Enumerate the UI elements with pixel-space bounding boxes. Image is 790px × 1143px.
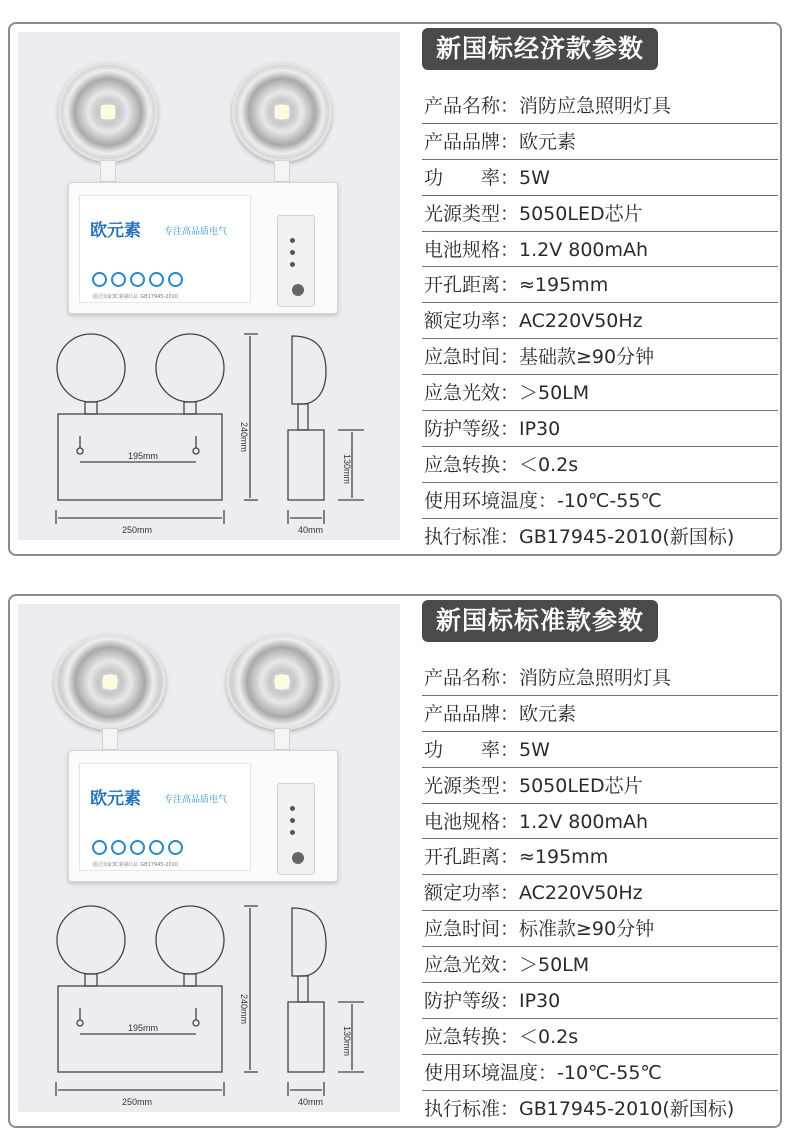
cma-badge-icon (130, 272, 145, 287)
spec-row: 额定功率：AC220V50Hz (422, 303, 778, 339)
dim-body-height-label: 130mm (342, 1026, 352, 1057)
spec-card-economy (8, 22, 782, 556)
dim-body-height-label: 130mm (342, 454, 352, 485)
product-photo (18, 604, 400, 1112)
spec-row: 执行标准：GB17945-2010(新国标) (424, 1097, 735, 1120)
spec-row: 开孔距离：≈195mm (422, 267, 778, 303)
lamp-body (68, 182, 338, 314)
a-badge-icon (149, 272, 164, 287)
dim-depth-label: 40mm (298, 1097, 324, 1107)
spec-row: 产品品牌：欧元素 (422, 124, 778, 160)
dim-width-label: 250mm (122, 525, 153, 535)
spec-row: 产品名称：消防应急照明灯具 (422, 88, 778, 124)
cert-line: 通过国家3C强制认证 GB17945-2010 (92, 294, 179, 300)
product-photo (18, 32, 400, 540)
brand-name: 欧元素 (90, 789, 141, 809)
lamp-neck (274, 728, 290, 750)
indicator-icon (290, 830, 295, 835)
spec-row: 应急时间：基础款≥90分钟 (422, 339, 778, 375)
indicator-icon (290, 806, 295, 811)
lamp-neck (100, 160, 116, 182)
brand-slogan: 专注高品质电气 (164, 227, 228, 237)
spec-row: 电池规格：1.2V 800mAh (422, 804, 778, 840)
a-badge-icon (149, 840, 164, 855)
lamp-neck (102, 728, 118, 750)
test-button-icon (292, 852, 304, 864)
spec-row: 应急光效：＞50LM (422, 947, 778, 983)
spec-row: 产品品牌：欧元素 (422, 696, 778, 732)
indicator-icon (290, 250, 295, 255)
spec-row: 功 率：5W (422, 160, 778, 196)
dim-width-label: 250mm (122, 1097, 153, 1107)
lamp-head-right (226, 634, 338, 730)
cnas-badge-icon (168, 840, 183, 855)
indicator-icon (290, 238, 295, 243)
dim-hole-label: 195mm (128, 1023, 159, 1033)
spec-row: 产品名称：消防应急照明灯具 (422, 660, 778, 696)
label-panel (79, 763, 251, 871)
spec-card-standard (8, 594, 782, 1128)
indicator-icon (290, 818, 295, 823)
lamp-neck (274, 160, 290, 182)
spec-row: 使用环境温度：-10℃-55℃ (422, 1055, 778, 1091)
cert-badges (92, 840, 183, 855)
spec-list (422, 660, 778, 1127)
spec-row: 防护等级：IP30 (422, 983, 778, 1019)
spec-row: 开孔距离：≈195mm (422, 839, 778, 875)
spec-row: 使用环境温度：-10℃-55℃ (422, 483, 778, 519)
ccc-badge-icon (92, 272, 107, 287)
brand-slogan: 专注高品质电气 (164, 795, 228, 805)
dim-height-label: 240mm (239, 994, 249, 1025)
spec-title: 新国标标准款参数 (422, 600, 658, 642)
cma-badge-icon (130, 840, 145, 855)
spec-row: 应急光效：＞50LM (422, 375, 778, 411)
dim-height-label: 240mm (239, 422, 249, 453)
cnas-badge-icon (168, 272, 183, 287)
spec-row: 光源类型：5050LED芯片 (422, 768, 778, 804)
spec-row: 防护等级：IP30 (422, 411, 778, 447)
test-button-icon (292, 284, 304, 296)
spec-row: 功 率：5W (422, 732, 778, 768)
indicator-icon (290, 262, 295, 267)
spec-row: 应急时间：标准款≥90分钟 (422, 911, 778, 947)
spec-row: 应急转换：＜0.2s (422, 1019, 778, 1055)
spec-list (422, 88, 778, 555)
dim-hole-label: 195mm (128, 451, 159, 461)
s-badge-icon (111, 272, 126, 287)
spec-row: 执行标准：GB17945-2010(新国标) (424, 525, 735, 548)
spec-panel (414, 24, 780, 554)
dimension-drawing (18, 902, 400, 1112)
lamp-body (68, 750, 338, 882)
control-panel (277, 783, 315, 875)
spec-row: 电池规格：1.2V 800mAh (422, 232, 778, 268)
label-panel (79, 195, 251, 303)
cert-badges (92, 272, 183, 287)
spec-panel (414, 596, 780, 1126)
spec-row: 额定功率：AC220V50Hz (422, 875, 778, 911)
dimension-drawing (18, 330, 400, 540)
control-panel (277, 215, 315, 307)
s-badge-icon (111, 840, 126, 855)
cert-line: 通过国家3C强制认证 GB17945-2010 (92, 862, 179, 868)
ccc-badge-icon (92, 840, 107, 855)
dim-depth-label: 40mm (298, 525, 324, 535)
spec-row: 应急转换：＜0.2s (422, 447, 778, 483)
spec-row: 光源类型：5050LED芯片 (422, 196, 778, 232)
brand-name: 欧元素 (90, 221, 141, 241)
lamp-head-right (232, 62, 332, 162)
lamp-head-left (58, 62, 158, 162)
spec-title: 新国标经济款参数 (422, 28, 658, 70)
lamp-head-left (54, 634, 166, 730)
